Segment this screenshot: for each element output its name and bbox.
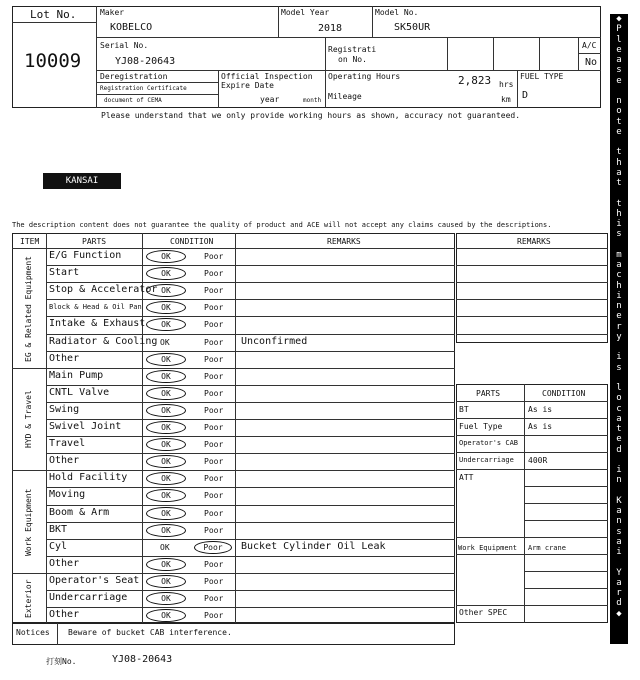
poor-option: Poor: [204, 474, 224, 484]
work-equipment-label: Work Equipment: [458, 544, 518, 552]
poor-option: Poor: [204, 269, 224, 279]
poor-option: Poor: [204, 508, 224, 518]
spec-section-line: [456, 537, 524, 538]
spec-cell-line: [524, 503, 608, 504]
stamp-label: 打刻No.: [46, 657, 77, 666]
poor-option: Poor: [204, 423, 224, 432]
ok-option: OK: [160, 542, 170, 552]
part-label: Swing: [49, 403, 80, 415]
registration-label-2: on No.: [338, 55, 367, 64]
ok-circled: OK: [146, 250, 186, 263]
poor-option: Poor: [204, 405, 224, 415]
col-condition: CONDITION: [170, 237, 214, 246]
row-divider: [46, 385, 455, 386]
part-label: Intake & Exhaust: [49, 318, 146, 330]
row-divider: [46, 522, 455, 523]
poor-option: Poor: [204, 303, 224, 313]
row-divider: [46, 556, 455, 557]
poor-option: Poor: [204, 594, 224, 603]
row-divider: [46, 351, 455, 352]
col-item: ITEM: [20, 237, 40, 246]
ok-circled: OK: [146, 421, 186, 434]
row-divider: [46, 539, 455, 540]
ok-circled: OK: [146, 438, 186, 451]
right-remarks-header: REMARKS: [517, 237, 551, 246]
spec-cell-line: [524, 588, 608, 589]
part-label: BKT: [49, 523, 68, 535]
ok-circled: OK: [146, 592, 186, 605]
row-divider: [46, 590, 455, 591]
remarks-line: [456, 265, 608, 266]
registration-label-1: Registrati: [328, 45, 377, 54]
poor-option: Poor: [204, 559, 224, 569]
header-frame: [12, 6, 601, 108]
operating-hours-value: 2,823: [458, 74, 492, 87]
part-label: Block & Head & Oil Pan: [49, 303, 142, 312]
ok-circled: OK: [146, 489, 186, 502]
part-label: Undercarriage: [49, 592, 128, 603]
poor-option: Poor: [204, 491, 224, 501]
spec-col-condition: CONDITION: [542, 389, 586, 398]
poor-option: Poor: [204, 320, 224, 330]
lot-label: Lot No.: [30, 8, 77, 21]
spec-cell-line: [524, 520, 608, 521]
spec-section-line: [456, 554, 524, 555]
part-label: Other: [49, 352, 80, 364]
remark-text: Bucket Cylinder Oil Leak: [241, 540, 386, 552]
remarks-line: [456, 299, 608, 300]
spec-part: BT: [459, 405, 469, 414]
group-label: EG & Related Equipment: [24, 255, 33, 362]
group-divider: [12, 368, 455, 369]
part-label: Moving: [49, 489, 86, 501]
poor-option: Poor: [204, 371, 224, 381]
ok-circled: OK: [146, 318, 186, 331]
part-label: Hold Facility: [49, 472, 128, 484]
part-label: Swivel Joint: [49, 421, 122, 432]
part-label: Stop & Accelerator: [49, 284, 158, 296]
ac-label: A/C: [582, 41, 597, 50]
part-label: CNTL Valve: [49, 386, 110, 398]
reg-certificate-label: Registration Certificate: [100, 85, 187, 92]
part-label: Other: [49, 455, 80, 467]
fuel-type-label: FUEL TYPE: [520, 72, 564, 81]
km-label: km: [501, 95, 511, 104]
spec-col-parts: PARTS: [476, 389, 501, 398]
poor-option: Poor: [204, 337, 224, 347]
att-label: ATT: [459, 473, 474, 482]
spec-condition: As is: [528, 422, 553, 431]
group-label: Work Equipment: [24, 488, 33, 556]
spec-cell-line: [524, 554, 608, 555]
ok-option: OK: [160, 337, 170, 347]
inspection-label-2: Expire Date: [221, 81, 274, 90]
ok-circled: OK: [146, 507, 186, 520]
part-label: Travel: [49, 438, 86, 450]
poor-option: Poor: [204, 252, 224, 261]
hours-note: Please understand that we only provide working hours as shown, accuracy not guaranteed.: [101, 111, 521, 120]
group-label: Exterior: [24, 579, 33, 619]
poor-option: Poor: [204, 525, 224, 535]
remark-text: Unconfirmed: [241, 335, 308, 347]
row-divider: [46, 316, 455, 317]
location-badge: KANSAI: [43, 173, 121, 189]
part-label: Other: [49, 609, 80, 621]
disclaimer: The description content does not guarantee the quality of product and ACE will not accept any claims caused by the descriptions.: [12, 221, 552, 229]
mileage-label: Mileage: [328, 92, 362, 101]
ok-circled: OK: [146, 284, 186, 297]
row-divider: [46, 334, 455, 335]
group-divider: [12, 573, 455, 574]
row-divider: [46, 419, 455, 420]
remarks-line: [456, 334, 608, 335]
spec-row-divider: [456, 435, 608, 436]
ok-circled: OK: [146, 524, 186, 537]
row-divider: [46, 487, 455, 488]
other-spec-label: Other SPEC: [459, 608, 508, 617]
model-no-value: SK50UR: [394, 22, 431, 33]
deregistration-label: Deregistration: [100, 72, 168, 81]
notices-value: Beware of bucket CAB interference.: [68, 628, 232, 637]
ok-circled: OK: [146, 267, 186, 280]
spec-row-divider: [456, 452, 608, 453]
year-label: year: [260, 95, 280, 104]
row-divider: [46, 282, 455, 283]
ok-circled: OK: [146, 575, 186, 588]
serial-value: YJ08-20643: [115, 56, 176, 67]
notices-label: Notices: [16, 628, 50, 637]
row-divider: [46, 265, 455, 266]
maker-label: Maker: [100, 8, 125, 17]
remarks-line: [456, 316, 608, 317]
spec-condition: As is: [528, 405, 553, 414]
doc-cema-label: document of CEMA: [104, 97, 162, 104]
ok-circled: OK: [146, 387, 186, 400]
part-label: Main Pump: [49, 369, 104, 381]
spec-cell-line: [524, 571, 608, 572]
part-label: Boom & Arm: [49, 506, 110, 518]
ok-circled: OK: [146, 609, 186, 622]
spec-part: Undercarriage: [459, 456, 514, 464]
part-label: Cyl: [49, 540, 68, 552]
spec-condition: 400R: [528, 456, 548, 465]
spec-part: Operator's CAB: [459, 439, 519, 447]
ac-value: No: [585, 57, 598, 68]
inspection-label-1: Official Inspection: [221, 72, 313, 81]
model-year-label: Model Year: [281, 8, 330, 17]
fuel-type-value: D: [522, 90, 529, 101]
work-equipment-value: Arm crane: [528, 544, 566, 552]
poor-option: Poor: [204, 388, 224, 398]
part-label: Radiator & Cooling: [49, 335, 158, 347]
ok-circled: OK: [146, 370, 186, 383]
hrs-label: hrs: [499, 80, 514, 89]
month-label: month: [303, 97, 322, 104]
poor-option: Poor: [204, 611, 224, 621]
lot-value: 10009: [24, 50, 82, 72]
model-no-label: Model No.: [375, 8, 419, 17]
spec-cell-line: [524, 537, 608, 538]
row-divider: [46, 436, 455, 437]
model-year-value: 2018: [318, 23, 343, 34]
spec-part: Fuel Type: [459, 422, 503, 431]
remarks-line: [456, 282, 608, 283]
group-label: HYD & Travel: [24, 390, 33, 449]
ok-circled: OK: [146, 404, 186, 417]
poor-option: Poor: [204, 286, 224, 296]
serial-label: Serial No.: [100, 41, 149, 50]
part-label: Other: [49, 557, 80, 569]
side-note-bar: [610, 14, 628, 644]
spec-cell-line: [524, 605, 608, 606]
stamp-value: YJ08-20643: [112, 654, 173, 665]
poor-option: Poor: [204, 457, 224, 467]
part-label: Start: [49, 267, 80, 279]
group-divider: [12, 470, 455, 471]
ok-circled: OK: [146, 353, 186, 366]
ok-circled: OK: [146, 558, 186, 571]
spec-cell-line: [524, 486, 608, 487]
part-label: E/G Function: [49, 250, 122, 261]
poor-option: Poor: [204, 354, 224, 364]
side-note-text: ◆ P l e a s e n o t e t h a t t h i s m a c h i n e r y i s l o c a t e d i n K a n s a i Y a r d ◆: [616, 14, 622, 619]
ok-circled: OK: [146, 472, 186, 485]
row-divider: [46, 402, 455, 403]
spec-row-divider: [456, 469, 608, 470]
spec-row-divider: [456, 418, 608, 419]
poor-circled: Poor: [194, 541, 232, 554]
operating-hours-label: Operating Hours: [328, 72, 401, 81]
spec-section-line: [456, 605, 524, 606]
right-remarks-table: [456, 233, 608, 343]
maker-value: KOBELCO: [110, 22, 153, 33]
poor-option: Poor: [204, 576, 224, 586]
row-divider: [46, 607, 455, 608]
poor-option: Poor: [204, 440, 224, 450]
row-divider: [46, 299, 455, 300]
ok-circled: OK: [146, 301, 186, 314]
row-divider: [46, 505, 455, 506]
col-remarks: REMARKS: [327, 237, 361, 246]
part-label: Operator's Seat: [49, 574, 140, 586]
col-parts: PARTS: [82, 237, 107, 246]
ok-circled: OK: [146, 455, 186, 468]
row-divider: [46, 453, 455, 454]
